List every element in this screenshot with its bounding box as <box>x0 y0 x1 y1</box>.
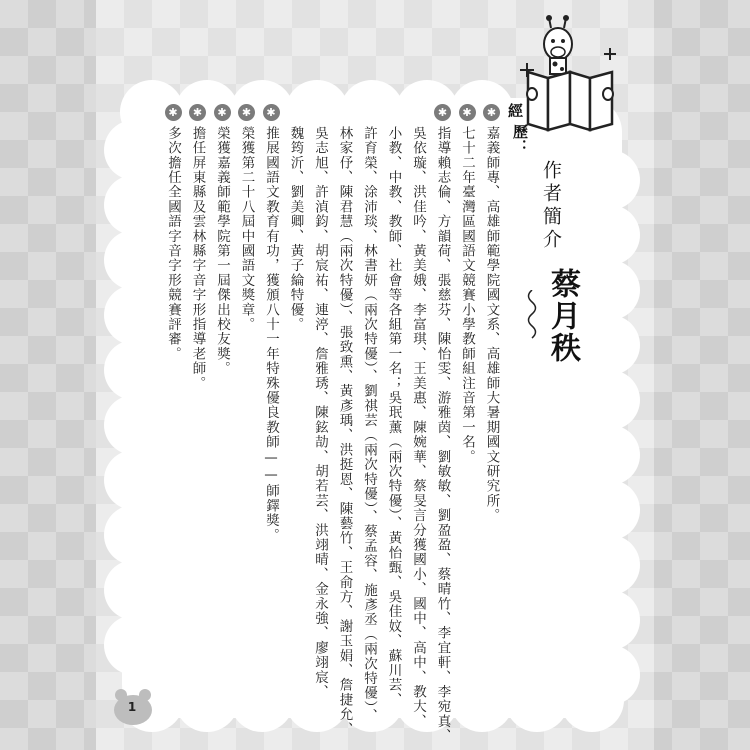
squiggle-decoration <box>525 290 539 340</box>
label-jing: 經 <box>508 102 524 120</box>
asterisk-icon: ✱ <box>165 104 182 121</box>
label-li: 歷： <box>511 124 529 154</box>
cloud-bump <box>580 260 640 320</box>
asterisk-icon: ✱ <box>214 104 231 121</box>
experience-column: 榮獲第二十八屆中國語文獎章。 <box>238 126 255 332</box>
cloud-bump <box>104 175 164 235</box>
asterisk-icon: ✱ <box>434 104 451 121</box>
giraffe-illustration <box>520 14 650 134</box>
experience-column: 榮獲嘉義師範學院第一屆傑出校友獎。 <box>214 126 230 376</box>
section-title: 作者簡介 <box>540 160 562 252</box>
cloud-bump <box>580 535 640 595</box>
cloud-bump <box>580 480 640 540</box>
experience-column: 吳依璇、洪佳吟、黃美娥、李富琪、王美惠、陳婉華、蔡旻言分獲國小、國中、高中、教大、 <box>410 126 426 729</box>
experience-column: 嘉義師專、高雄師範學院國文系、高雄師大暑期國文研究所。 <box>483 126 500 523</box>
author-name: 蔡月秩 <box>545 268 580 364</box>
cloud-bump <box>580 150 640 210</box>
experience-column: 推展國語文教育有功，獲頒八十一年特殊優良教師——師鐸獎。 <box>263 126 279 543</box>
cloud-bump <box>580 370 640 430</box>
asterisk-icon: ✱ <box>483 104 500 121</box>
cloud-bump <box>580 590 640 650</box>
asterisk-icon: ✱ <box>459 104 476 121</box>
page-number: 1 <box>127 700 137 714</box>
experience-column: 擔任屏東縣及雲林縣字音字形指導老師。 <box>189 126 206 391</box>
experience-column: 七十二年臺灣區國語文競賽小學教師組注音第一名。 <box>459 126 475 465</box>
cloud-bump <box>580 645 640 705</box>
asterisk-icon: ✱ <box>238 104 255 121</box>
experience-column: 林家伃、陳君慧（兩次特優）、張致熏、黃彥瑀、洪挺恩、陳藝竹、王俞方、謝玉娟、詹捷允、 <box>336 126 353 737</box>
cloud-bump <box>580 315 640 375</box>
cloud-bump <box>104 395 164 455</box>
asterisk-icon: ✱ <box>189 104 206 121</box>
cloud-bump <box>104 450 164 510</box>
experience-column: 小教、中教、教師、社會等各組第一名；吳珉薰（兩次特優）、黃怡甄、吳佳妏、蘇川芸、 <box>385 126 402 708</box>
cloud-bump <box>580 425 640 485</box>
experience-column: 魏筠沂、劉美卿、黃子綸特優。 <box>287 126 304 332</box>
cloud-bump <box>104 340 164 400</box>
experience-column: 指導賴志倫、方韻荷、張慈芬、陳怡雯、游雅茵、劉敏敏、劉盈盈、蔡晴竹、李宜軒、李宛真、 <box>434 126 451 744</box>
experience-column: 吳志旭、許湞鈞、胡宸祐、連渟、詹雅琇、陳鉉劼、胡若芸、洪翊晴、金永強、廖翊宸、 <box>312 126 328 700</box>
cloud-bump <box>104 230 164 290</box>
cloud-bump <box>104 120 164 180</box>
experience-column: 許育榮、涂沛琰、林書妍（兩次特優）、劉祺芸（兩次特優）、蔡孟容、施彥丞（兩次特優）、 <box>361 126 377 724</box>
cloud-bump <box>104 285 164 345</box>
cloud-bump <box>104 615 164 675</box>
cloud-bump <box>104 560 164 620</box>
asterisk-icon: ✱ <box>263 104 280 121</box>
experience-column: 多次擔任全國語字音字形競賽評審。 <box>165 126 181 362</box>
cloud-bump <box>104 505 164 565</box>
cloud-bump <box>580 205 640 265</box>
